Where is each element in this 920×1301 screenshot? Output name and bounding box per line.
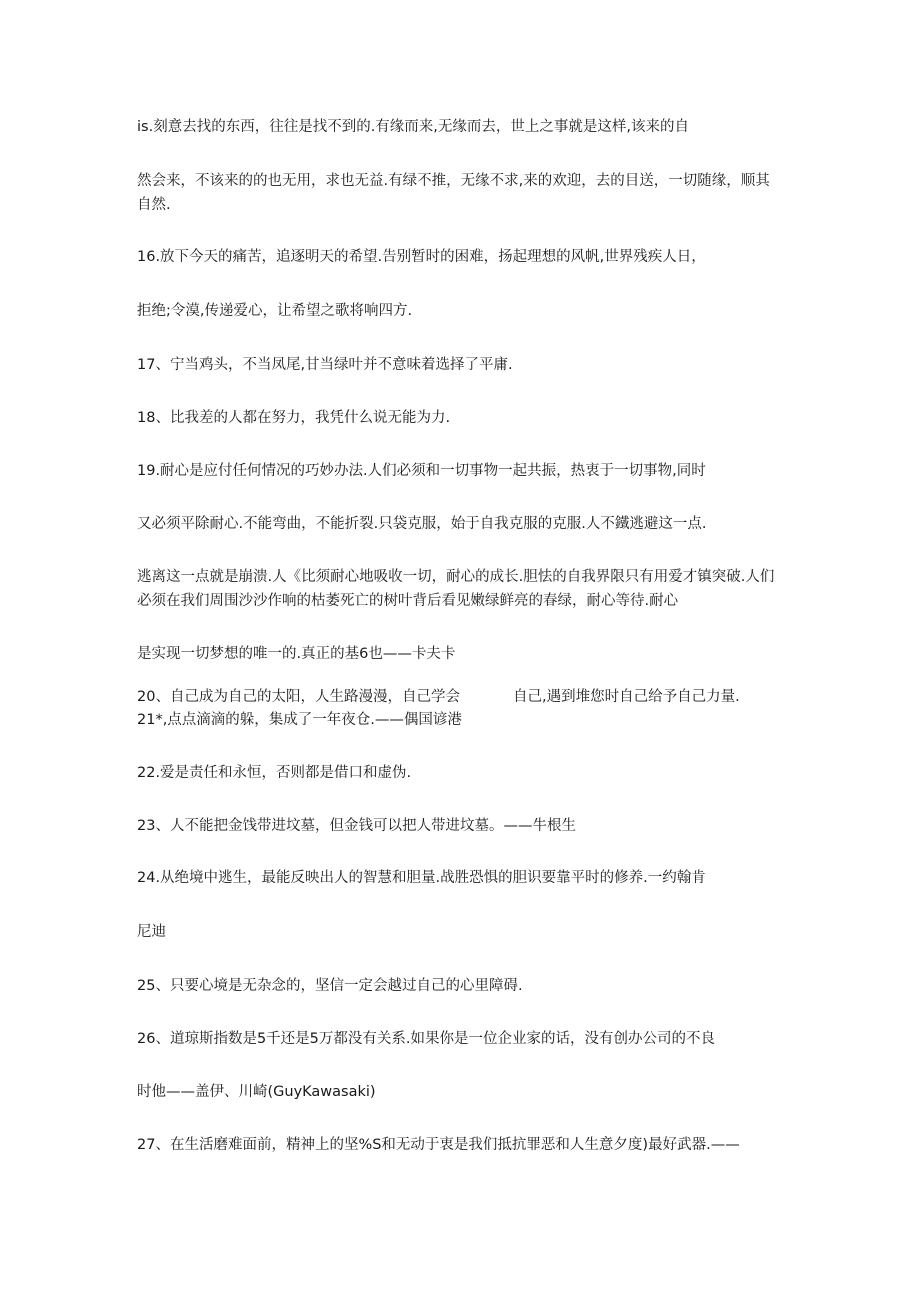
text-line-9: 又必须平除耐心.不能弯曲，不能折裂.只袋克服，始于自我克服的克服.人不鐵逃避这一点. xyxy=(137,516,707,532)
text-line-3: 自然. xyxy=(137,197,171,213)
text-line-13: 20、自己成为自己的太阳，人生路漫漫，自己学会 xyxy=(137,689,460,705)
text-line-5: 拒绝;令漠,传递爱心，让希望之歌将响四方. xyxy=(137,303,413,319)
text-line-17: 24.从绝境中逃生，最能反映出人的智慧和胆量.战胜恐惧的胆识要靠平时的修养.一约翰肯 xyxy=(137,870,706,886)
text-line-14: 21*,点点滴滴的躲，集成了一年夜仓.——偶国谚港 xyxy=(137,712,462,728)
text-line-21: 时他——盖伊、川崎(GuyKawasaki) xyxy=(137,1084,376,1100)
text-line-7: 18、比我差的人都在努力，我凭什么说无能为力. xyxy=(137,410,451,426)
text-line-15: 22.爱是责任和永恒，否则都是借口和虚伪. xyxy=(137,765,412,781)
text-line-1: is.刻意去找的东西，往往是找不到的.有缘而来,无缘而去，世上之事就是这样,该来的自 xyxy=(137,119,690,135)
text-line-19: 25、只要心境是无杂念的，坚信一定会越过自己的心里障碍. xyxy=(137,978,523,994)
text-line-6: 17、宁当鸡头，不当凤尾,甘当绿叶并不意味着选择了平庸. xyxy=(137,357,513,373)
text-line-18: 尼迪 xyxy=(137,924,166,940)
text-line-22: 27、在生活磨难面前，精神上的坚%S和无动于衷是我们抵抗罪恶和人生意夕度)最好武器.—— xyxy=(137,1137,740,1153)
text-line-13-right: 自己,遇到堆您时自己给予自己力量. xyxy=(513,689,740,705)
text-line-4: 16.放下今天的痛苦，追逐明天的希望.告别暂时的困难，扬起理想的风帆,世界残疾人日， xyxy=(137,249,706,265)
text-line-16: 23、人不能把金饯带进坟墓，但金钱可以把人带进坟墓。——牛根生 xyxy=(137,818,576,834)
text-line-20: 26、道琼斯指数是5千还是5万都没有关系.如果你是一位企业家的话，没有创办公司的不良 xyxy=(137,1031,716,1047)
text-line-8: 19.耐心是应付任何情况的巧妙办法.人们必须和一切事物一起共振，热衷于一切事物,同时 xyxy=(137,463,706,479)
text-line-2: 然会来，不该来的的也无用，求也无益.有绿不推，无缘不求,来的欢迎，去的目送，一切随缘，顺其 xyxy=(137,173,770,189)
text-line-12: 是实现一切梦想的唯一的.真正的基6也——卡夫卡 xyxy=(137,646,456,662)
text-line-11: 必须在我们周围沙沙作响的枯萎死亡的树叶背后看见嫩绿鲜亮的春绿，耐心等待.耐心 xyxy=(137,593,679,609)
text-line-10: 逃离这一点就是崩溃.人《比须耐心地吸收一切，耐心的成长.胆怯的自我界限只有用爱才镇突破.人们 xyxy=(137,569,775,585)
